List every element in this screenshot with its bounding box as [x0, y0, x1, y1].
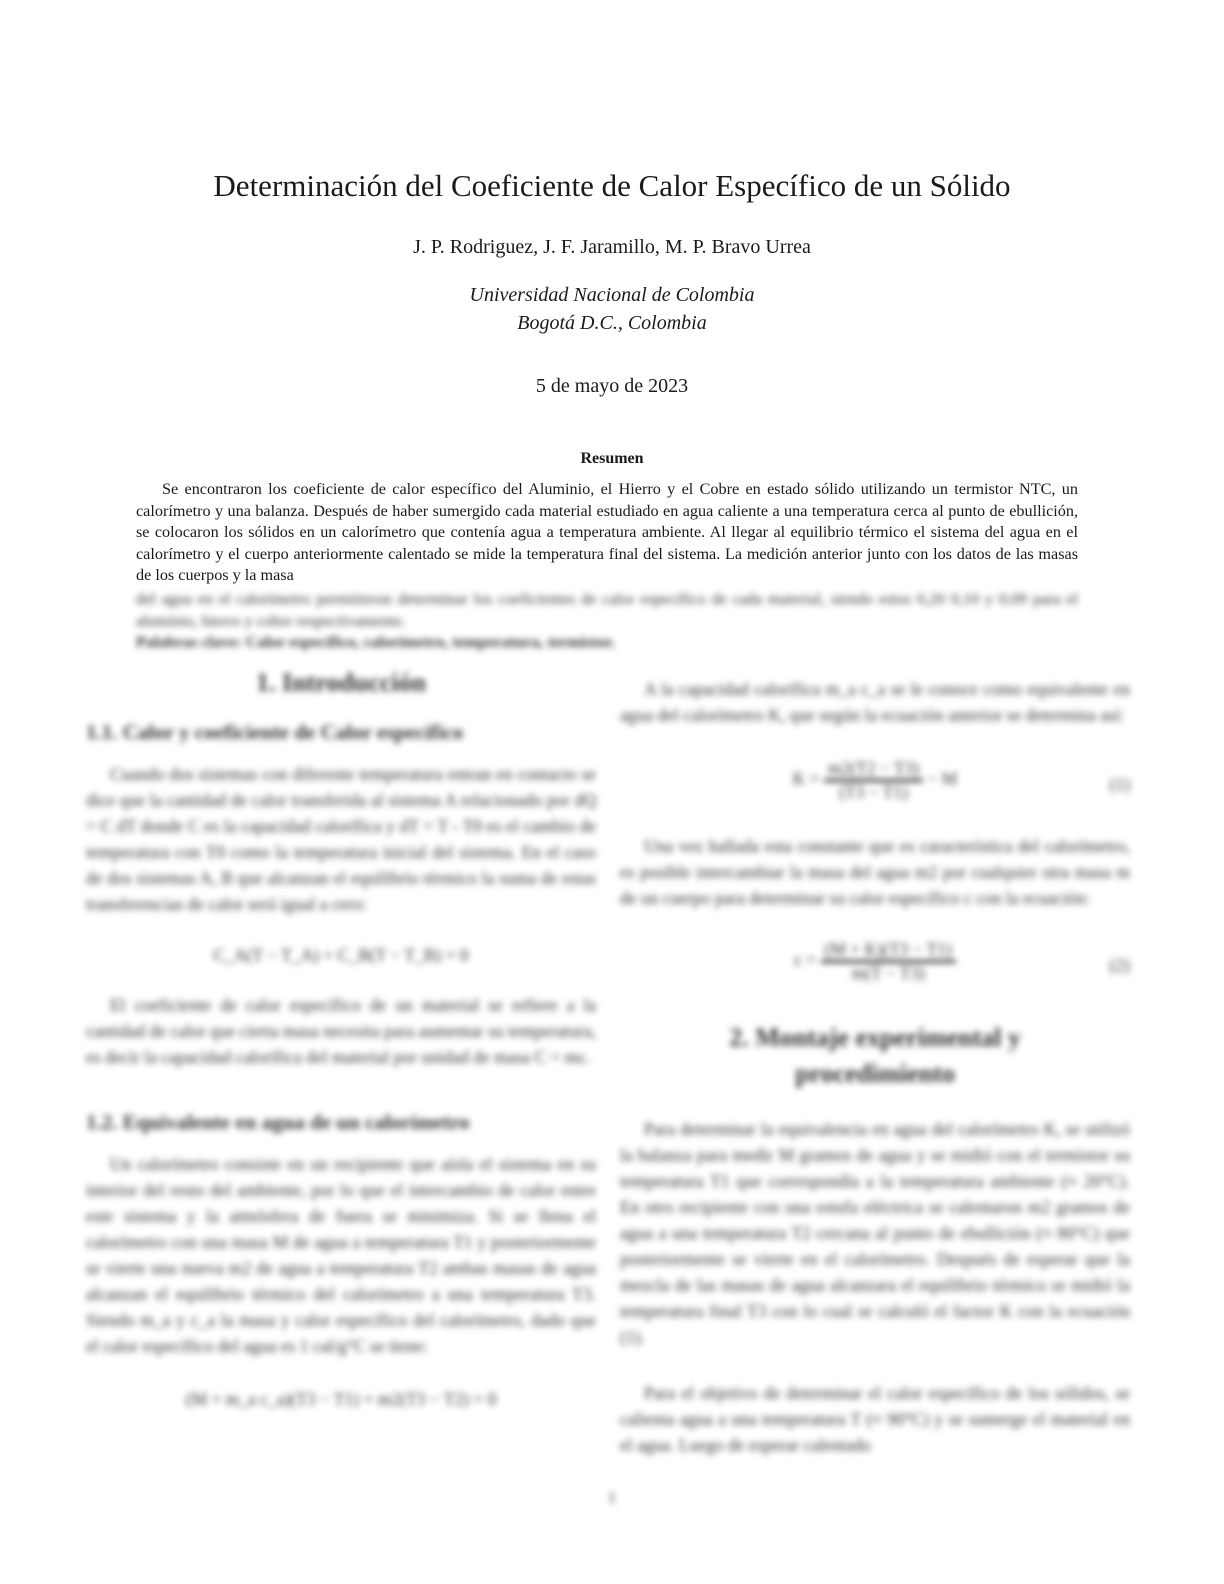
abstract-text-blurred: del agua en el calorímetro permitieron determinar los coeficientes de calor específico de cada material, siendo estos 0,20 0,10 y 0,09 para el aluminio, hierro y cobre respectivamente. — [136, 590, 1078, 630]
section-2-heading — [620, 1020, 1130, 1092]
intro-paragraph-2: El coeficiente de calor específico de un material se refiere a la cantidad de calor que cierta masa necesita para aumentar su temperatura, es decir la capacidad calorífica del material por unidad de masa C = mc. — [86, 995, 596, 1067]
abstract-keywords: Palabras clave: Calor específico, calorímetro, temperatura, termistor. — [136, 633, 615, 652]
affiliation-city: Bogotá D.C., Colombia — [517, 312, 707, 334]
subsection-1-2-heading: 1.2. Equivalente en agua de un calorímetro — [86, 1110, 470, 1134]
equation-2 — [620, 939, 1130, 984]
method-paragraph-2: Para el objetivo de determinar el calor específico de los sólidos, se calienta agua a una temperatura T (≈ 90°C) y se sumerge el material en el agua. Luego de esperar calentado — [620, 1383, 1130, 1455]
right-paragraph-1: A la capacidad calorífica m_a c_a se le conoce como equivalente en agua del calorímetro K, que según la ecuación anterior se determina así: — [620, 679, 1130, 725]
right-paragraph-2: Una vez hallada esta constante que es característica del calorímetro, es posible intercambiar la masa del agua m2 por cualquier otra masa m de un cuerpo para determinar su calor específico c con la ecuación: — [620, 836, 1130, 908]
abstract-heading: Resumen — [580, 450, 644, 467]
equation-calorimeter: (M + m_a c_a)(T3 − T1) + m2(T3 − T2) = 0 — [185, 1389, 497, 1409]
publication-date: 5 de mayo de 2023 — [535, 375, 689, 397]
equation-2-numerator: (M + K)(T3 − T1) — [821, 939, 956, 963]
intro-paragraph-1: Cuando dos sistemas con diferente temperatura entran en contacto se dice que la cantidad de calor transferida al sistema A relacionado por dQ = C dT donde C es la capacidad calorífica y dT = T - T0 es el cambio de temperatura con T0 como la temperatura inicial del sistema. En el caso de dos sistemas A, B que alcanzan el equilibrio térmico la suma de estas transferencias de calor será igual a cero: — [86, 764, 596, 914]
equation-1 — [620, 758, 1130, 803]
section-1-heading: 1. Introducción — [256, 668, 426, 697]
intro-paragraph-3: Un calorímetro consiste en un recipiente que aísla el sistema en su interior del resto del ambiente, por lo que el intercambio de calor entre este sistema y la atmósfera de fuera se minimiza. Si se llena el calorímetro con una masa M de agua a temperatura T1 y posteriormente se vierte una nueva m2 de agua a temperatura T2 ambas masas de agua alcanzan el equilibrio térmico del calorímetro a una temperatura T3. Siendo m_a y c_a la masa y calor específico del calorímetro, dado que el calor específico del agua es 1 cal/g°C se tiene: — [86, 1154, 596, 1356]
affiliation-university: Universidad Nacional de Colombia — [469, 284, 755, 306]
equation-1-tail: − M — [927, 768, 958, 789]
method-paragraph-1: Para determinar la equivalencia en agua del calorímetro K, se utilizó la balanza para medir M gramos de agua y se midió con el termistor su temperatura T1 que correspondía a la temperatura ambiente (≈ 20°C). En otro recipiente con una estufa eléctrica se calentaron m2 gramos de agua a una temperatura T2 cercana al punto de ebullición (≈ 80°C) que posteriormente se vierte en el calorímetro. Después de esperar que la mezcla de las masas de agua alcanzara el equilibrio térmico se midió la temperatura final T3 con lo cual se calculó el factor K con la ecuación (1). — [620, 1119, 1130, 1347]
equation-2-number: (2) — [1109, 955, 1130, 975]
equation-2-lhs: c = — [794, 949, 817, 970]
abstract-blurred-region — [136, 589, 1078, 654]
section-2-heading-line1: 2. Montaje experimental y — [729, 1023, 1021, 1052]
subsection-1-1-heading: 1.1. Calor y coeficiente de Calor específico — [86, 720, 464, 744]
equation-1-fraction — [824, 758, 923, 803]
equation-2-denominator: m(T − T3) — [851, 963, 925, 983]
abstract-text: Se encontraron los coeficiente de calor específico del Aluminio, el Hierro y el Cobre en estado sólido utilizando un termistor NTC, un calorímetro y una balanza. Después de haber sumergido cada material estudiado en agua caliente a una temperatura cerca al punto de ebullición, se colocaron los sólidos en un calorímetro que contenía agua a temperatura ambiente. Al llegar al equilibrio térmico el sistema del agua en el calorímetro y el cuerpo anteriormente calentado se mide la temperatura final del sistema. La medición anterior junto con los datos de las masas de los cuerpos y la masa — [136, 480, 1078, 585]
paper-title: Determinación del Coeficiente de Calor Específico de un Sólido — [213, 168, 1011, 203]
equation-1-numerator: m2(T2 − T3) — [824, 758, 923, 782]
equation-1-denominator: (T3 − T1) — [839, 782, 908, 802]
equation-2-fraction — [821, 939, 956, 984]
section-2-heading-line2: procedimiento — [795, 1059, 955, 1088]
right-column — [620, 676, 1130, 1458]
equation-heat-balance: C_A(T − T_A) + C_B(T − T_B) = 0 — [213, 945, 469, 965]
author-list: J. P. Rodriguez, J. F. Jaramillo, M. P. Bravo Urrea — [413, 236, 811, 258]
equation-1-lhs: K = — [792, 768, 820, 789]
equation-1-number: (1) — [1109, 774, 1130, 794]
left-column — [86, 668, 596, 1410]
page-number: 1 — [607, 1488, 617, 1507]
